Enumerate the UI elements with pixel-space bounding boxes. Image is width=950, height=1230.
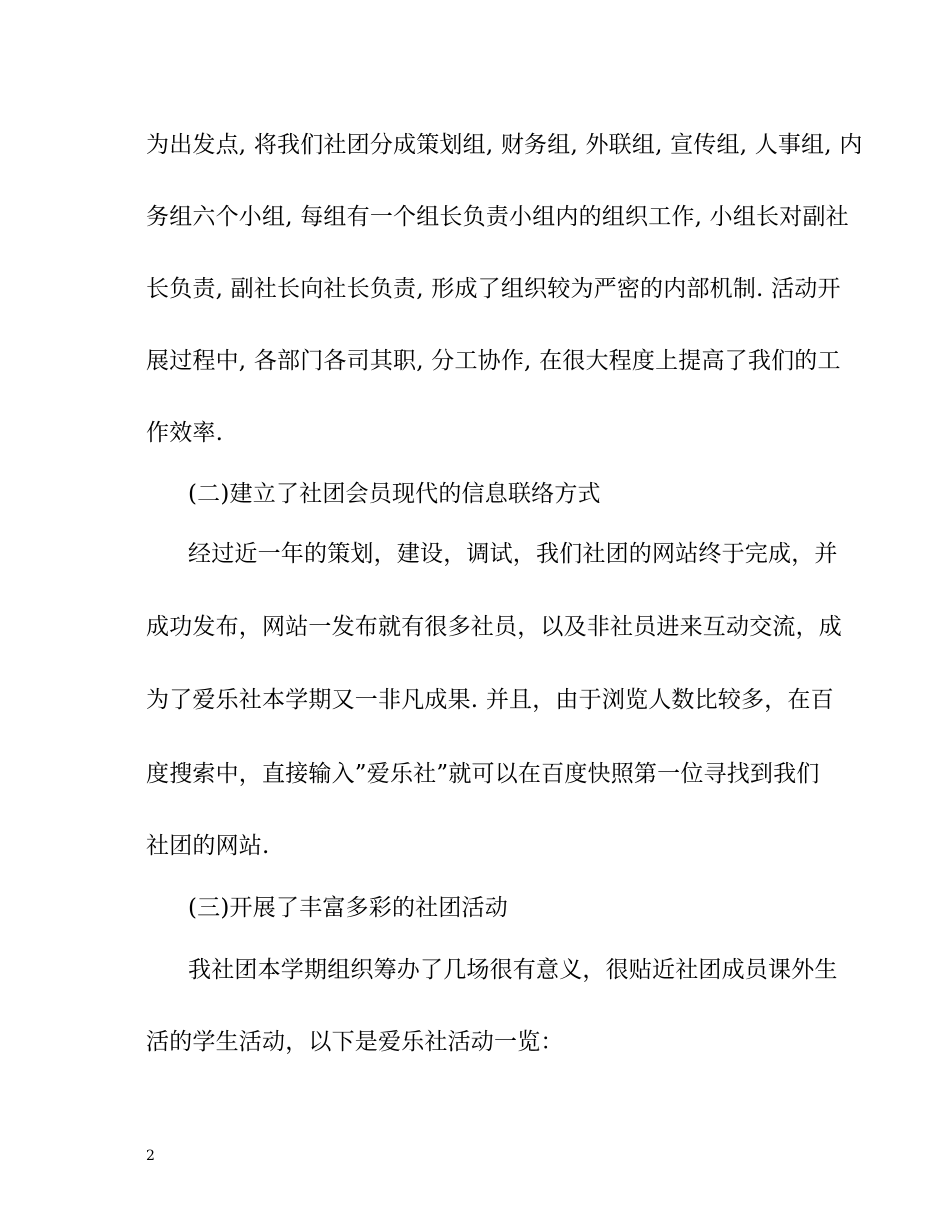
- paragraph-line: 务组六个小组, 每组有一个组长负责小组内的组织工作, 小组长对副社: [146, 204, 849, 230]
- paragraph-line: 作效率.: [146, 420, 224, 446]
- paragraph-line: 经过近一年的策划，建设，调试，我们社团的网站终于完成，并: [188, 541, 838, 567]
- paragraph-line: 社团的网站.: [146, 833, 270, 859]
- paragraph-line: 度搜索中，直接输入”爱乐社”就可以在百度快照第一位寻找到我们: [146, 761, 820, 787]
- page-number: 2: [146, 1148, 155, 1164]
- paragraph-line: 我社团本学期组织筹办了几场很有意义，很贴近社团成员课外生: [188, 957, 838, 983]
- section-heading: (三)开展了丰富多彩的社团活动: [188, 895, 508, 921]
- paragraph-line: 活的学生活动，以下是爱乐社活动一览：: [146, 1029, 564, 1055]
- paragraph-line: 为了爱乐社本学期又一非凡成果. 并且，由于浏览人数比较多，在百: [146, 687, 834, 713]
- paragraph-line: 长负责, 副社长向社长负责, 形成了组织较为严密的内部机制. 活动开: [146, 276, 841, 302]
- paragraph-line: 展过程中, 各部门各司其职, 分工协作, 在很大程度上提高了我们的工: [146, 348, 841, 374]
- paragraph-line: 成功发布，网站一发布就有很多社员，以及非社员进来互动交流，成: [146, 614, 842, 640]
- paragraph-line: 为出发点, 将我们社团分成策划组, 财务组, 外联组, 宣传组, 人事组, 内: [146, 132, 863, 158]
- section-heading: (二)建立了社团会员现代的信息联络方式: [188, 481, 601, 507]
